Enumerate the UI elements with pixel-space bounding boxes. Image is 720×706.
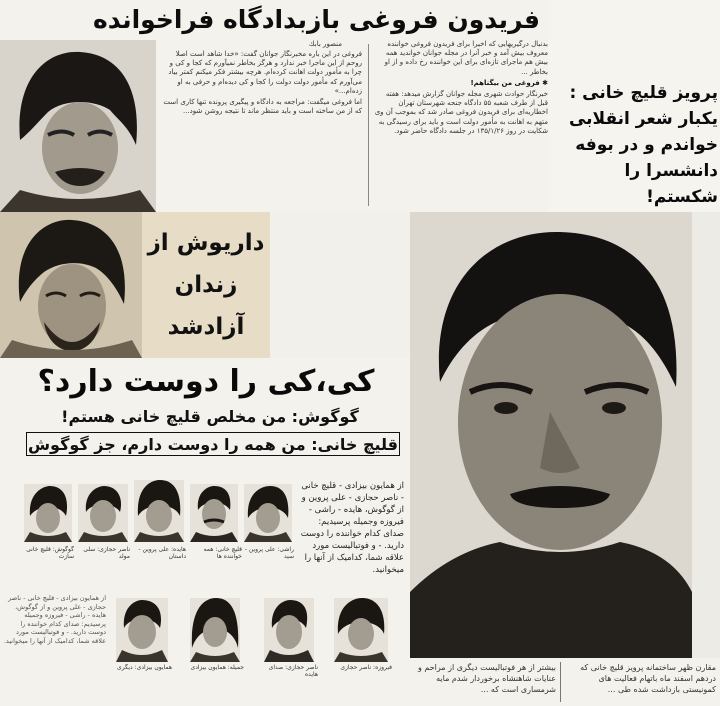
headline-line: داریوش از xyxy=(147,230,265,256)
portrait-illustration xyxy=(24,484,72,542)
portrait-illustration xyxy=(190,484,238,542)
portrait-thumbnail xyxy=(24,484,72,542)
headline-line: زندان xyxy=(174,272,238,298)
portrait-thumbnail xyxy=(244,484,292,542)
paragraph: خبرنگار حوادث شهری مجله جوانان گزارش میدهد: هفته قبل از طرف شعبه ۵۵ دادگاه جنحه شهرستان تهران اخطاریه‌ای برای فریدون فروغی صادر شد که بموجب آن وی متهم به اهانت به مأمور دولت است و باید برای رسیدگی به شکایت در روز ۱۳۵/۱/۲۶ در جلسه دادگاه حاضر شود. xyxy=(374,90,548,135)
headline-line: آزادشد xyxy=(167,314,245,340)
headline-line: یکبار شعر انقلابی xyxy=(568,109,718,129)
portrait-illustration xyxy=(0,40,156,212)
caption: ناصر حجازی: سلی مولد xyxy=(83,546,130,560)
paragraph: ✱ فروغی من بیگناهم! xyxy=(470,78,548,87)
headline-line: پرویز قلیچ خانی : xyxy=(569,83,718,103)
dariush-portrait xyxy=(0,212,142,358)
caption: همایون بیزادی: دیگری xyxy=(117,664,172,671)
article-foroughi-body xyxy=(160,40,548,210)
who-likes-whom-intro: از همایون بیزادی - قلیچ خانی - ناصر حجازی - علی پروین و از گوگوش، هایده - راشی - فیروزه وجمیله پرسیدیم: صدای کدام خواننده را دوست دارید. - و فوتبالیست مورد علاقه شما، کدامیک از آنها را میخوانید. xyxy=(300,481,404,575)
paragraph: بدنبال درگیریهایی که اخیرا برای فریدون فروغی خواننده معروف بیش آمد و خبر آنرا در مجله جوانان خواندید همه بیش هم ماجرای تازه‌ای برای این خواننده رخ داده و از او بخاطر ... xyxy=(384,40,548,76)
dariush-headline-box xyxy=(142,212,270,358)
headline-line: دانشسرا را شکستم! xyxy=(624,161,718,207)
portrait-thumbnail xyxy=(116,598,168,662)
article-ghelichkhani-col-left: بیشتر از هر فوتبالیست دیگری از مراحم و عنایات شاهنشاه برخوردار شدم مایه شرمساری است که ... xyxy=(417,663,556,694)
portrait-illustration xyxy=(134,480,184,542)
headline-line: خواندم و در بوفه xyxy=(575,135,718,155)
caption: فیروزه: ناصر حجازی xyxy=(340,664,392,671)
who-likes-whom-subhead-2: قلیچ خانی: من همه را دوست دارم، جز گوگوش xyxy=(26,432,400,456)
page-edge-strip xyxy=(692,212,720,658)
article-foroughi xyxy=(0,0,548,212)
portrait-thumbnail xyxy=(78,484,128,542)
column-divider xyxy=(368,44,369,206)
caption: هایده: علی پروین - داستان xyxy=(138,546,186,560)
portrait-illustration xyxy=(334,598,388,662)
portrait-thumbnail xyxy=(264,598,314,662)
dariush-headline xyxy=(146,222,266,352)
article-foroughi-column-right xyxy=(374,40,548,210)
article-ghelichkhani-body xyxy=(410,658,720,706)
portrait-illustration xyxy=(116,598,168,662)
paragraph: از همایون بیزادی - قلیچ خانی - ناصر حجازی - علی پروین و از گوگوش، هایده - راشی - فیروزه وجمیله پرسیدیم: صدای کدام خواننده را دوست دارید. - و فوتبالیست مورد علاقه شما، کدامیک از آنها را میخوانید. xyxy=(3,594,106,645)
portrait-illustration xyxy=(78,484,128,542)
article-foroughi-column-left xyxy=(162,50,362,210)
portrait-illustration xyxy=(264,598,314,662)
who-likes-whom-side-text xyxy=(2,594,106,704)
article-who-likes-whom xyxy=(0,358,410,706)
portrait-illustration xyxy=(410,212,692,658)
article-foroughi-byline: منصور بابك xyxy=(308,40,342,48)
caption: جمیله: همایون بیزادی xyxy=(190,664,244,671)
foroughi-portrait xyxy=(0,40,156,212)
ghelichkhani-large-portrait xyxy=(410,212,692,658)
portrait-thumbnail xyxy=(190,484,238,542)
article-foroughi-headline: فریدون فروغی بازبدادگاه فراخوانده xyxy=(93,5,540,34)
caption: قلیچ خانی: همه خواننده ها xyxy=(203,546,242,560)
ghelichkhani-headline xyxy=(552,80,718,210)
portrait-illustration xyxy=(244,484,292,542)
portrait-illustration xyxy=(0,212,142,358)
paragraph: فروغی در این باره مخبرنگار جوانان گفت: «خدا شاهد است اصلا روحم از این ماجرا خبر ندارد و هرگز بخاطر نمیآورم که کجا و کی و چرا به مأمور دولت اهانت کرده‌ام. هرچه بیشتر فکر میکنم کمتر بیاد می‌آورم که مأمور دولت دولت را کجا و کی دیده‌ام و حرفی به او زده‌ام...» xyxy=(168,50,362,95)
portrait-thumbnail xyxy=(334,598,388,662)
portrait-thumbnail xyxy=(190,598,240,662)
portrait-thumbnail xyxy=(134,480,184,542)
article-ghelichkhani-headline-box xyxy=(548,0,720,212)
who-likes-whom-subhead-1: گوگوش: من مخلص قلیچ خانی هستم! xyxy=(61,407,359,426)
caption: گوگوش: قلیچ خانی سازت xyxy=(26,546,74,560)
portrait-illustration xyxy=(190,598,240,662)
article-ghelichkhani-col-right: مقارن ظهر ساختمانه پرویز قلیچ خانی که دردهم اسفند ماه باتهام فعالیت های کمونیستی بازداشت شده طی ... xyxy=(580,663,716,694)
column-divider xyxy=(560,662,561,702)
who-likes-whom-headline: کی،کی را دوست دارد؟ xyxy=(37,364,375,399)
paragraph: اما فروغی میگفت: مراجعه به دادگاه و پیگیری پرونده تنها کاری است که از من ساخته است و باید منتظر ماند تا نتیجه روشن شود... xyxy=(163,98,362,116)
caption: ناصر حجازی: صدای هایده xyxy=(268,664,318,678)
caption: راشی: علی پروین - سید xyxy=(244,546,294,560)
